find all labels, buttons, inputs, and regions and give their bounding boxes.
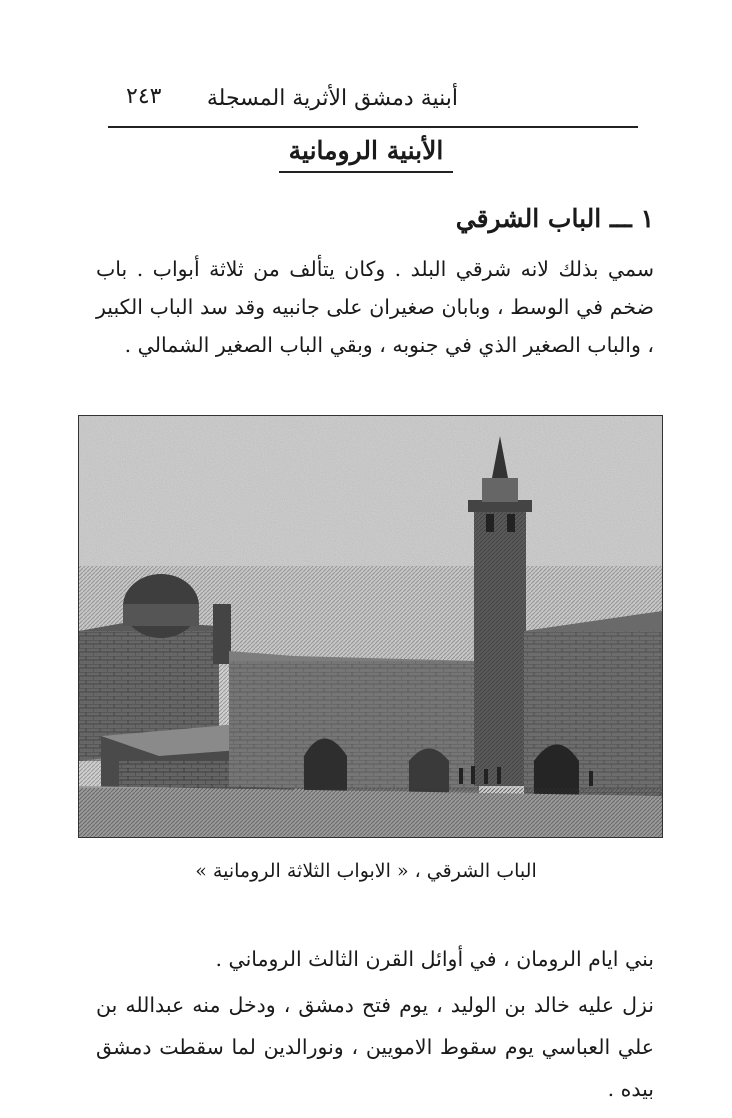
engraving-figure bbox=[78, 415, 663, 838]
figure-caption: الباب الشرقي ، « الابواب الثلاثة الرومانية » bbox=[195, 860, 537, 882]
paragraph-construction: بني ايام الرومان ، في أوائل القرن الثالث الروماني . bbox=[215, 947, 654, 971]
page-header bbox=[108, 78, 638, 128]
page-number: ٢٤٣ bbox=[126, 84, 162, 109]
paragraph-description: سمي بذلك لانه شرقي البلد . وكان يتألف من ثلاثة أبواب . باب ضخم في الوسط ، وبابان صغيران على جانبيه وقد سد الباب الكبير ، والباب الصغير الذي في جنوبه ، وبقي الباب الصغير الشمالي . bbox=[96, 257, 654, 357]
subheading: ١ ـــ الباب الشرقي bbox=[455, 204, 654, 233]
section-title-text: الأبنية الرومانية bbox=[279, 136, 454, 173]
east-gate-engraving bbox=[79, 416, 662, 837]
paragraph-history: نزل عليه خالد بن الوليد ، يوم فتح دمشق ، ودخل منه عبدالله بن علي العباسي يوم سقوط الامويين ، ونورالدين لما سقطت دمشق بيده . bbox=[96, 993, 654, 1101]
section-title bbox=[0, 136, 732, 173]
running-title: أبنية دمشق الأثرية المسجلة bbox=[206, 86, 458, 111]
